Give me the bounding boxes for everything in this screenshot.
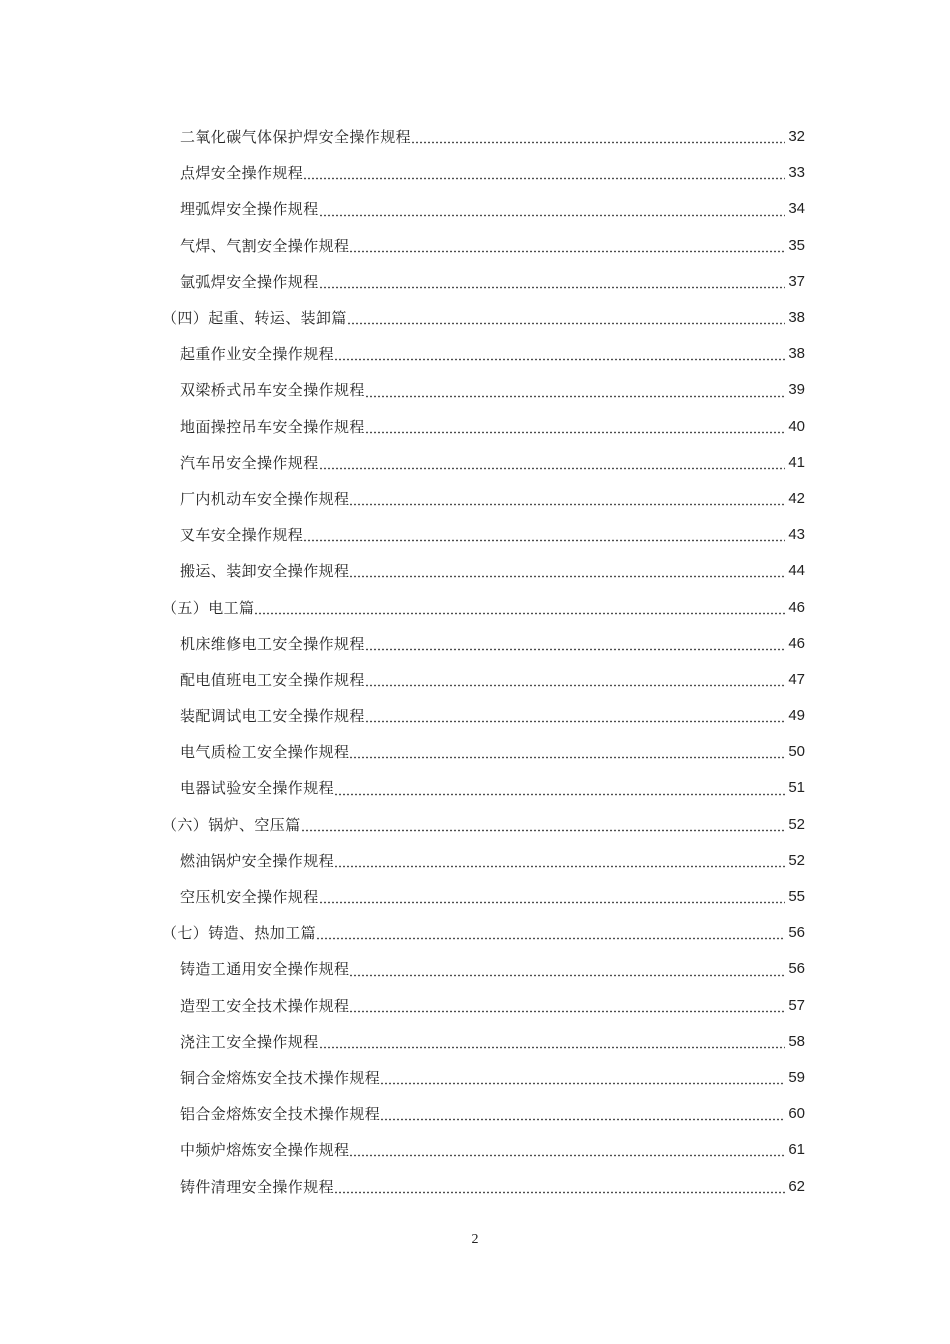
toc-dot-leader bbox=[365, 720, 785, 723]
toc-dot-leader bbox=[316, 937, 785, 940]
toc-entry-page-number: 35 bbox=[788, 236, 805, 254]
toc-entry[interactable] bbox=[0, 770, 950, 806]
toc-entry[interactable] bbox=[0, 1168, 950, 1204]
toc-dot-leader bbox=[349, 974, 785, 977]
toc-entry[interactable] bbox=[0, 445, 950, 481]
toc-entry[interactable] bbox=[0, 481, 950, 517]
toc-entry-label: 中频炉熔炼安全操作规程 bbox=[180, 1141, 350, 1160]
toc-entry[interactable] bbox=[0, 662, 950, 698]
page-number: 2 bbox=[471, 1232, 479, 1247]
toc-entry[interactable] bbox=[0, 409, 950, 445]
toc-dot-leader bbox=[380, 1082, 785, 1085]
toc-entry[interactable] bbox=[0, 228, 950, 264]
toc-dot-leader bbox=[365, 431, 785, 434]
toc-dot-leader bbox=[319, 286, 785, 289]
toc-entry[interactable] bbox=[0, 988, 950, 1024]
toc-entry-label: 燃油锅炉安全操作规程 bbox=[180, 851, 335, 870]
toc-entry[interactable] bbox=[0, 191, 950, 227]
toc-entry-label: 二氧化碳气体保护焊安全操作规程 bbox=[180, 128, 412, 147]
toc-entry-label: 氩弧焊安全操作规程 bbox=[180, 272, 319, 291]
toc-entry-label: 搬运、装卸安全操作规程 bbox=[180, 562, 350, 581]
toc-entry-label: 地面操控吊车安全操作规程 bbox=[180, 417, 365, 436]
toc-entry-label: 铝合金熔炼安全技术操作规程 bbox=[180, 1105, 381, 1124]
toc-entry[interactable] bbox=[0, 843, 950, 879]
toc-dot-leader bbox=[334, 1191, 785, 1194]
toc-entry-label: 点焊安全操作规程 bbox=[180, 164, 304, 183]
toc-dot-leader bbox=[380, 1118, 785, 1121]
toc-entry-label: 铜合金熔炼安全技术操作规程 bbox=[180, 1068, 381, 1087]
toc-dot-leader bbox=[365, 395, 785, 398]
toc-dot-leader bbox=[319, 901, 785, 904]
toc-entry-page-number: 62 bbox=[788, 1177, 805, 1195]
toc-dot-leader bbox=[347, 322, 785, 325]
toc-entry[interactable] bbox=[0, 879, 950, 915]
toc-entry-label: 厂内机动车安全操作规程 bbox=[180, 489, 350, 508]
toc-dot-leader bbox=[411, 141, 785, 144]
toc-entry-page-number: 43 bbox=[788, 526, 805, 544]
toc-dot-leader bbox=[319, 1046, 785, 1049]
toc-entry-page-number: 47 bbox=[788, 670, 805, 688]
toc-dot-leader bbox=[349, 575, 785, 578]
toc-dot-leader bbox=[349, 1010, 785, 1013]
toc-entry[interactable] bbox=[0, 119, 950, 155]
toc-entry[interactable] bbox=[0, 1132, 950, 1168]
toc-entry-label: 气焊、气割安全操作规程 bbox=[180, 236, 350, 255]
toc-dot-leader bbox=[301, 829, 785, 832]
toc-entry-label: 电气质检工安全操作规程 bbox=[180, 743, 350, 762]
toc-entry-page-number: 38 bbox=[788, 309, 805, 327]
toc-entry-label: 起重作业安全操作规程 bbox=[180, 345, 335, 364]
toc-entry-label: （六）锅炉、空压篇 bbox=[162, 815, 301, 834]
toc-entry[interactable] bbox=[0, 336, 950, 372]
toc-entry-page-number: 46 bbox=[788, 634, 805, 652]
toc-entry[interactable] bbox=[0, 553, 950, 589]
toc-entry-page-number: 33 bbox=[788, 164, 805, 182]
toc-dot-leader bbox=[334, 865, 785, 868]
toc-entry[interactable] bbox=[0, 734, 950, 770]
toc-entry-label: 双梁桥式吊车安全操作规程 bbox=[180, 381, 365, 400]
toc-dot-leader bbox=[254, 612, 785, 615]
toc-entry-label: 电器试验安全操作规程 bbox=[180, 779, 335, 798]
toc-dot-leader bbox=[365, 684, 785, 687]
toc-dot-leader bbox=[319, 467, 785, 470]
toc-entry[interactable] bbox=[0, 626, 950, 662]
toc-dot-leader bbox=[319, 214, 785, 217]
toc-entry-page-number: 56 bbox=[788, 960, 805, 978]
toc-entry-page-number: 32 bbox=[788, 128, 805, 146]
toc-section-heading[interactable] bbox=[0, 300, 950, 336]
toc-entry[interactable] bbox=[0, 372, 950, 408]
toc-entry-label: （四）起重、转运、装卸篇 bbox=[162, 309, 347, 328]
toc-entry[interactable] bbox=[0, 1060, 950, 1096]
toc-entry[interactable] bbox=[0, 264, 950, 300]
toc-entry-page-number: 58 bbox=[788, 1032, 805, 1050]
toc-dot-leader bbox=[349, 1154, 785, 1157]
toc-entry-label: 埋弧焊安全操作规程 bbox=[180, 200, 319, 219]
toc-entry-label: 装配调试电工安全操作规程 bbox=[180, 707, 365, 726]
toc-dot-leader bbox=[334, 793, 785, 796]
toc-entry-page-number: 39 bbox=[788, 381, 805, 399]
toc-dot-leader bbox=[334, 358, 785, 361]
toc-entry-page-number: 56 bbox=[788, 924, 805, 942]
toc-entry-label: 铸件清理安全操作规程 bbox=[180, 1177, 335, 1196]
toc-section-heading[interactable] bbox=[0, 589, 950, 625]
toc-entry-label: 空压机安全操作规程 bbox=[180, 888, 319, 907]
toc-entry-page-number: 61 bbox=[788, 1141, 805, 1159]
toc-entry[interactable] bbox=[0, 517, 950, 553]
toc-entry-label: 叉车安全操作规程 bbox=[180, 526, 304, 545]
toc-entry-page-number: 51 bbox=[788, 779, 805, 797]
toc-dot-leader bbox=[303, 177, 785, 180]
toc-entry-page-number: 60 bbox=[788, 1105, 805, 1123]
toc-section-heading[interactable] bbox=[0, 807, 950, 843]
toc-entry-page-number: 44 bbox=[788, 562, 805, 580]
toc-entry-label: 机床维修电工安全操作规程 bbox=[180, 634, 365, 653]
toc-entry-page-number: 38 bbox=[788, 345, 805, 363]
toc-entry-page-number: 49 bbox=[788, 707, 805, 725]
toc-entry-page-number: 55 bbox=[788, 888, 805, 906]
toc-entry[interactable] bbox=[0, 1096, 950, 1132]
toc-entry[interactable] bbox=[0, 698, 950, 734]
toc-entry-page-number: 52 bbox=[788, 851, 805, 869]
toc-entry-label: 汽车吊安全操作规程 bbox=[180, 453, 319, 472]
toc-entry-label: 造型工安全技术操作规程 bbox=[180, 996, 350, 1015]
table-of-contents bbox=[0, 119, 950, 1205]
toc-dot-leader bbox=[349, 250, 785, 253]
toc-entry-page-number: 50 bbox=[788, 743, 805, 761]
toc-entry-label: （七）铸造、热加工篇 bbox=[162, 924, 317, 943]
toc-entry-page-number: 34 bbox=[788, 200, 805, 218]
toc-entry-label: （五）电工篇 bbox=[162, 598, 255, 617]
toc-entry-page-number: 57 bbox=[788, 996, 805, 1014]
toc-entry-page-number: 37 bbox=[788, 272, 805, 290]
toc-entry[interactable] bbox=[0, 1024, 950, 1060]
toc-entry-label: 配电值班电工安全操作规程 bbox=[180, 670, 365, 689]
toc-entry[interactable] bbox=[0, 951, 950, 987]
toc-entry[interactable] bbox=[0, 155, 950, 191]
toc-dot-leader bbox=[349, 756, 785, 759]
toc-section-heading[interactable] bbox=[0, 915, 950, 951]
toc-entry-label: 铸造工通用安全操作规程 bbox=[180, 960, 350, 979]
toc-dot-leader bbox=[349, 503, 785, 506]
toc-dot-leader bbox=[303, 539, 785, 542]
toc-entry-page-number: 59 bbox=[788, 1068, 805, 1086]
toc-entry-page-number: 46 bbox=[788, 598, 805, 616]
toc-entry-page-number: 40 bbox=[788, 417, 805, 435]
toc-entry-page-number: 42 bbox=[788, 489, 805, 507]
toc-entry-label: 浇注工安全操作规程 bbox=[180, 1032, 319, 1051]
toc-entry-page-number: 41 bbox=[788, 453, 805, 471]
toc-dot-leader bbox=[365, 648, 785, 651]
toc-entry-page-number: 52 bbox=[788, 815, 805, 833]
